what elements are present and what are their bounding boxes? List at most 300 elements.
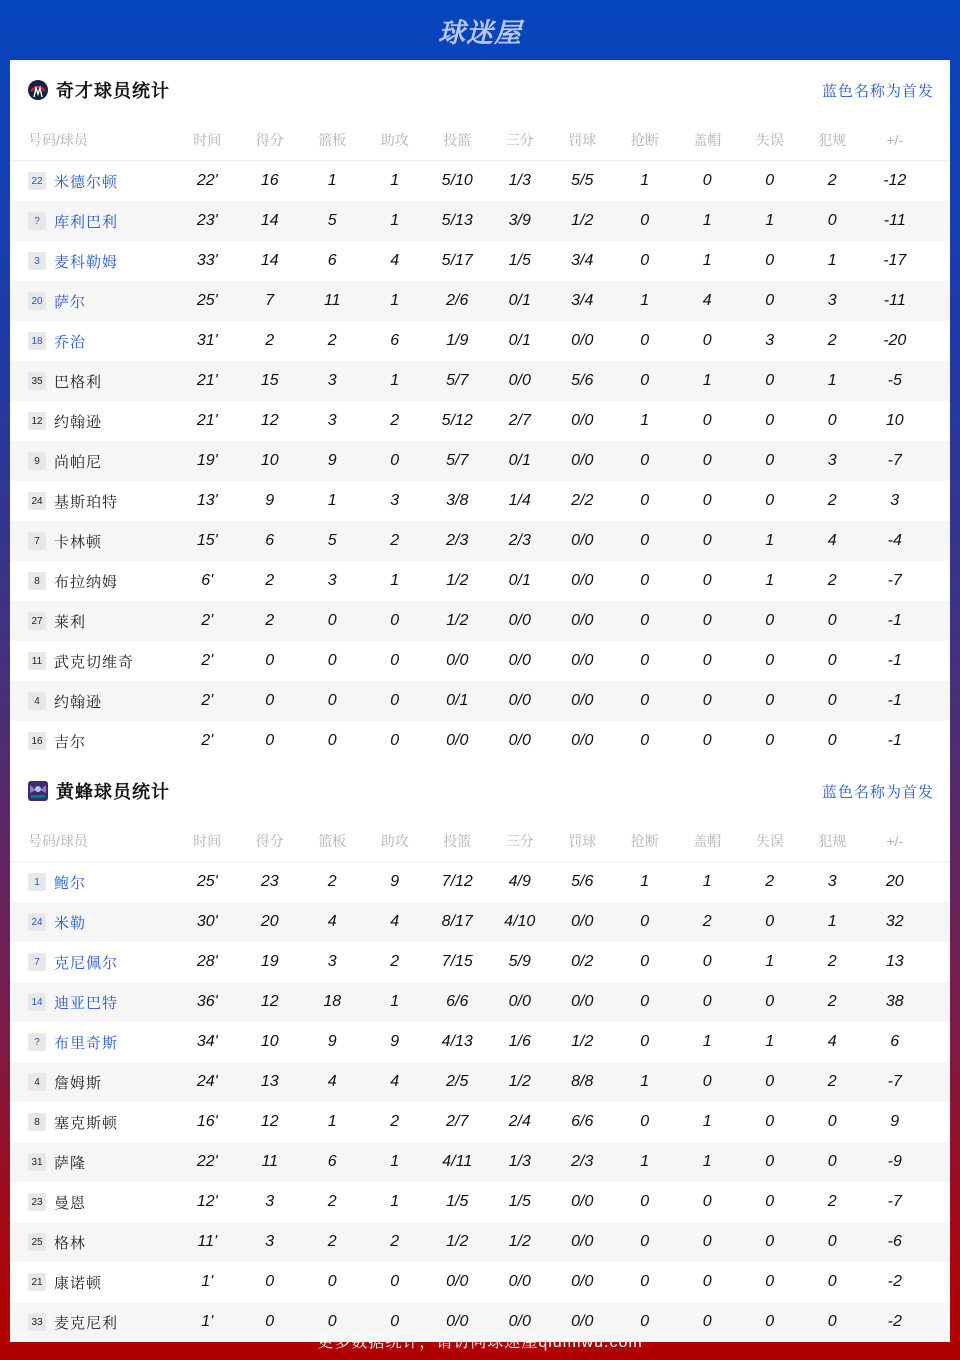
- player-name[interactable]: 武克切维奇: [54, 653, 135, 671]
- stat-cell: 0: [827, 1153, 837, 1170]
- stat-cell: 0: [827, 212, 837, 229]
- stat-cell: 5/7: [446, 452, 469, 469]
- stat-cell: 1: [702, 372, 712, 389]
- column-header: 盖帽: [693, 833, 722, 849]
- stat-cell: 0: [702, 993, 712, 1010]
- brand-logo: 球迷屋: [438, 17, 522, 49]
- stat-cell: 6/6: [571, 1113, 594, 1130]
- jersey-number-icon: 24: [28, 913, 46, 931]
- player-cell: [10, 491, 176, 512]
- stat-cell: 1: [327, 1113, 337, 1130]
- player-cell: [10, 1112, 176, 1133]
- stat-cell: 15': [196, 532, 218, 549]
- stat-cell: 1: [702, 1113, 712, 1130]
- stat-cell: 0/0: [446, 1273, 469, 1290]
- stat-cell: 0: [702, 492, 712, 509]
- stat-cell: 3/4: [571, 292, 594, 309]
- stat-cell: 2: [827, 1193, 837, 1210]
- player-cell: [10, 531, 176, 552]
- stat-cell: 1: [827, 252, 837, 269]
- jersey-number-icon: 8: [28, 1113, 46, 1131]
- stat-cell: 4: [390, 252, 400, 269]
- player-cell: [10, 251, 176, 272]
- stat-cell: 0: [702, 1193, 712, 1210]
- stat-cell: 0: [765, 372, 775, 389]
- player-name[interactable]: 格林: [54, 1234, 87, 1252]
- column-header: 篮板: [318, 833, 347, 849]
- stat-cell: 2': [201, 732, 214, 749]
- stat-cell: 9: [327, 1033, 337, 1050]
- column-header: +/-: [886, 132, 904, 148]
- jersey-number-icon: 18: [28, 332, 46, 350]
- player-row[interactable]: [10, 201, 950, 241]
- player-row[interactable]: [10, 281, 950, 321]
- stat-cell: 2/3: [571, 1153, 594, 1170]
- column-header: 得分: [255, 833, 284, 849]
- stat-cell: 0/0: [508, 1313, 531, 1330]
- stat-cell: 5/5: [571, 172, 594, 189]
- stat-cell: 4/9: [508, 873, 531, 890]
- player-row[interactable]: [10, 1222, 950, 1262]
- stat-cell: 5/10: [441, 172, 473, 189]
- player-name[interactable]: 尚帕尼: [54, 453, 103, 471]
- player-cell: [10, 1232, 176, 1253]
- stat-cell: 10: [260, 452, 279, 469]
- stat-cell: 0: [702, 953, 712, 970]
- starter-note: 蓝色名称为首发: [821, 783, 934, 801]
- stat-cell: 4/11: [442, 1153, 473, 1170]
- jersey-number-icon: 35: [28, 372, 46, 390]
- stat-cell: 0: [827, 1313, 837, 1330]
- player-row[interactable]: [10, 321, 950, 361]
- stat-cell: 9: [390, 1033, 400, 1050]
- player-row[interactable]: [10, 401, 950, 441]
- stat-cell: 0: [702, 1313, 712, 1330]
- stat-cell: 16: [260, 172, 279, 189]
- stat-cell: 0: [827, 1113, 837, 1130]
- player-row[interactable]: [10, 1022, 950, 1062]
- stat-cell: 3: [827, 873, 837, 890]
- player-row[interactable]: [10, 902, 950, 942]
- team-section: [10, 60, 950, 761]
- stat-cell: 22': [196, 1153, 218, 1170]
- stat-cell: 0: [327, 612, 337, 629]
- stat-cell: 10: [260, 1033, 279, 1050]
- player-name[interactable]: 康诺顿: [54, 1274, 103, 1292]
- stat-cell: 5: [327, 212, 337, 229]
- stat-cell: 1: [327, 492, 337, 509]
- player-name[interactable]: 米勒: [54, 914, 87, 932]
- stat-cell: -17: [883, 252, 907, 269]
- stat-cell: 5/13: [441, 212, 473, 229]
- stat-cell: 10: [885, 412, 904, 429]
- stat-cell: 0: [765, 1233, 775, 1250]
- stat-cell: 1: [390, 1153, 400, 1170]
- stat-cell: 21': [196, 412, 218, 429]
- stat-cell: 2/2: [571, 492, 594, 509]
- column-header: 号码/球员: [28, 132, 88, 148]
- player-row[interactable]: [10, 441, 950, 481]
- jersey-number-icon: 3: [28, 252, 46, 270]
- stat-cell: 11: [261, 1153, 279, 1170]
- stat-cell: 9: [327, 452, 337, 469]
- stat-cell: -9: [887, 1153, 902, 1170]
- player-name[interactable]: 麦科勒姆: [54, 253, 119, 271]
- stat-cell: 0: [765, 1073, 775, 1090]
- stat-cell: 0: [327, 1273, 337, 1290]
- stat-cell: 2: [827, 172, 837, 189]
- player-name[interactable]: 布拉纳姆: [54, 573, 119, 591]
- stat-cell: 1: [702, 212, 712, 229]
- stat-cell: -7: [887, 452, 902, 469]
- stat-cell: 1: [640, 292, 650, 309]
- column-header: 抢断: [630, 132, 659, 148]
- player-row[interactable]: [10, 481, 950, 521]
- stat-cell: 0: [765, 1313, 775, 1330]
- stat-cell: 5/12: [441, 412, 473, 429]
- stat-cell: 0: [827, 412, 837, 429]
- stat-cell: 1: [702, 1153, 712, 1170]
- stat-cell: 2: [265, 612, 275, 629]
- stat-cell: 0/0: [446, 1313, 469, 1330]
- player-row[interactable]: [10, 1182, 950, 1222]
- stat-cell: 0/0: [571, 913, 594, 930]
- stat-cell: 1: [390, 372, 400, 389]
- stat-cell: 4: [327, 913, 337, 930]
- stat-cell: -20: [883, 332, 907, 349]
- stat-cell: 2: [765, 873, 775, 890]
- jersey-number-icon: 22: [28, 172, 46, 190]
- stat-cell: 0: [702, 452, 712, 469]
- player-row[interactable]: [10, 601, 950, 641]
- player-name[interactable]: 乔治: [54, 333, 87, 351]
- player-name[interactable]: 莱利: [54, 613, 87, 631]
- stat-cell: 3: [327, 572, 337, 589]
- player-name[interactable]: 吉尔: [54, 733, 87, 751]
- column-header: 罚球: [568, 132, 597, 148]
- stat-cell: 0/0: [571, 332, 594, 349]
- stat-cell: 0: [640, 953, 650, 970]
- player-row[interactable]: [10, 1062, 950, 1102]
- stat-cell: 2: [702, 913, 712, 930]
- stat-cell: 0: [765, 612, 775, 629]
- stat-cell: 21': [196, 372, 218, 389]
- stat-cell: -11: [883, 212, 906, 229]
- jersey-number-icon: 25: [28, 1233, 46, 1251]
- column-header: 犯规: [818, 833, 847, 849]
- player-row[interactable]: [10, 681, 950, 721]
- stat-cell: 0/0: [571, 1233, 594, 1250]
- stat-cell: 1/3: [508, 1153, 531, 1170]
- player-row[interactable]: [10, 942, 950, 982]
- team-section: [10, 761, 950, 1342]
- stat-cell: 12: [260, 412, 279, 429]
- player-name[interactable]: 基斯珀特: [54, 493, 119, 511]
- jersey-number-icon: ?: [28, 1033, 46, 1051]
- stat-cell: 13: [885, 953, 904, 970]
- stat-cell: -6: [887, 1233, 902, 1250]
- player-name[interactable]: 麦克尼利: [54, 1314, 119, 1332]
- jersey-number-icon: 14: [28, 993, 46, 1011]
- jersey-number-icon: 27: [28, 612, 46, 630]
- stat-cell: 9: [265, 492, 275, 509]
- player-row[interactable]: [10, 1142, 950, 1182]
- stat-cell: 0/1: [508, 332, 531, 349]
- player-cell: [10, 1152, 176, 1173]
- stat-cell: 0: [765, 1193, 775, 1210]
- player-cell: [10, 1032, 176, 1053]
- player-row[interactable]: [10, 1102, 950, 1142]
- player-name[interactable]: 鲍尔: [54, 874, 87, 892]
- stat-cell: 1: [765, 572, 775, 589]
- stat-cell: 1: [702, 873, 712, 890]
- section-header: [10, 761, 950, 821]
- player-cell: [10, 211, 176, 232]
- stat-cell: 7: [265, 292, 275, 309]
- player-row[interactable]: [10, 862, 950, 902]
- stat-cell: 36': [196, 993, 218, 1010]
- stat-cell: 13': [196, 492, 218, 509]
- stat-cell: 0/0: [508, 372, 531, 389]
- stat-cell: 12: [260, 1113, 279, 1130]
- column-header: 三分: [505, 132, 534, 148]
- stat-cell: 13: [260, 1073, 279, 1090]
- stat-cell: 14: [260, 212, 279, 229]
- player-row[interactable]: [10, 721, 950, 761]
- stat-cell: 0/0: [446, 652, 469, 669]
- stat-cell: -1: [887, 612, 902, 629]
- stat-cell: 0: [640, 1273, 650, 1290]
- stat-cell: 22': [196, 172, 218, 189]
- stat-cell: 0: [702, 692, 712, 709]
- stat-cell: 6: [890, 1033, 900, 1050]
- stat-cell: 0: [827, 732, 837, 749]
- player-name[interactable]: 克尼佩尔: [54, 954, 119, 972]
- stat-cell: -7: [887, 572, 902, 589]
- stat-cell: 1/5: [508, 1193, 531, 1210]
- stat-cell: 0: [640, 572, 650, 589]
- stat-cell: 19: [260, 953, 279, 970]
- stat-cell: -1: [887, 732, 902, 749]
- stat-cell: 5/6: [571, 873, 594, 890]
- stat-cell: 0: [765, 252, 775, 269]
- stat-cell: 0/0: [571, 652, 594, 669]
- top-bar: [0, 0, 960, 60]
- player-name[interactable]: 巴格利: [54, 373, 103, 391]
- stat-cell: 1: [640, 412, 650, 429]
- stat-cell: 5/9: [508, 953, 531, 970]
- stat-cell: 0: [765, 993, 775, 1010]
- stat-cell: 20: [260, 913, 279, 930]
- stat-cell: 4: [827, 1033, 837, 1050]
- stat-cell: 0: [640, 212, 650, 229]
- jersey-number-icon: 24: [28, 492, 46, 510]
- jersey-number-icon: 7: [28, 953, 46, 971]
- stat-cell: 2: [827, 492, 837, 509]
- footer-banner[interactable]: 更多数据统计，请访问球迷屋qiumiwu.com: [317, 1333, 643, 1351]
- stat-cell: 2/5: [446, 1073, 469, 1090]
- stat-cell: 7/12: [441, 873, 473, 890]
- player-row[interactable]: [10, 361, 950, 401]
- stat-cell: 0: [640, 1033, 650, 1050]
- stat-cell: 0/0: [571, 1313, 594, 1330]
- stat-cell: 1: [327, 172, 337, 189]
- stat-cell: 0/1: [508, 452, 531, 469]
- stat-cell: 0/0: [571, 692, 594, 709]
- stat-cell: 0: [265, 1273, 275, 1290]
- stat-cell: 0/0: [571, 572, 594, 589]
- stat-cell: 2/7: [508, 412, 531, 429]
- stat-cell: -12: [883, 172, 907, 189]
- stat-cell: 38: [885, 993, 904, 1010]
- stat-cell: 2': [201, 612, 214, 629]
- jersey-number-icon: 4: [28, 1073, 46, 1091]
- stat-cell: 7/15: [441, 953, 473, 970]
- stat-cell: 0/0: [446, 732, 469, 749]
- stat-cell: -2: [887, 1273, 902, 1290]
- player-cell: [10, 952, 176, 973]
- stat-cell: 0: [640, 332, 650, 349]
- player-row[interactable]: [10, 161, 950, 201]
- stat-cell: 34': [196, 1033, 218, 1050]
- stat-cell: 2: [390, 953, 400, 970]
- player-cell: [10, 872, 176, 893]
- stat-cell: 9: [390, 873, 400, 890]
- stat-cell: 1/5: [446, 1193, 469, 1210]
- stat-cell: 0/0: [571, 612, 594, 629]
- wizards-logo-icon: [28, 80, 48, 100]
- stat-cell: 3: [327, 412, 337, 429]
- player-name[interactable]: 约翰逊: [54, 413, 103, 431]
- column-header-row: [10, 821, 950, 862]
- stat-cell: 1/2: [571, 1033, 594, 1050]
- player-name[interactable]: 布里奇斯: [54, 1034, 119, 1052]
- stat-cell: 16': [196, 1113, 218, 1130]
- player-row[interactable]: [10, 982, 950, 1022]
- stat-cell: -4: [887, 532, 902, 549]
- player-name[interactable]: 米德尔顿: [54, 173, 119, 191]
- stat-cell: 0: [327, 732, 337, 749]
- stat-cell: 4: [390, 1073, 400, 1090]
- stat-cell: 0: [765, 1113, 775, 1130]
- stat-cell: 0: [640, 372, 650, 389]
- stat-cell: 3: [390, 492, 400, 509]
- stat-cell: 0/0: [508, 612, 531, 629]
- stat-cell: 1: [390, 212, 400, 229]
- column-header: 篮板: [318, 132, 347, 148]
- player-name[interactable]: 曼恩: [54, 1194, 87, 1212]
- stat-cell: 4: [702, 292, 712, 309]
- stat-cell: 0: [640, 252, 650, 269]
- player-cell: [10, 571, 176, 592]
- player-cell: [10, 371, 176, 392]
- stat-cell: 2: [327, 332, 337, 349]
- stat-cell: 14: [260, 252, 279, 269]
- player-row[interactable]: [10, 641, 950, 681]
- stat-cell: 2: [390, 532, 400, 549]
- stat-cell: 2: [327, 873, 337, 890]
- stat-cell: 0: [702, 172, 712, 189]
- stat-cell: 0: [640, 612, 650, 629]
- jersey-number-icon: ?: [28, 212, 46, 230]
- stat-cell: 0: [327, 692, 337, 709]
- stat-cell: 0: [702, 332, 712, 349]
- stat-cell: 0: [765, 452, 775, 469]
- stat-cell: 0/0: [571, 452, 594, 469]
- stat-cell: 28': [196, 953, 218, 970]
- player-name[interactable]: 卡林顿: [54, 533, 103, 551]
- player-name[interactable]: 萨隆: [54, 1154, 87, 1172]
- column-header: 三分: [505, 833, 534, 849]
- player-cell: [10, 651, 176, 672]
- player-row[interactable]: [10, 1262, 950, 1302]
- player-name[interactable]: 约翰逊: [54, 693, 103, 711]
- stat-cell: 2/4: [508, 1113, 531, 1130]
- stat-cell: 2': [201, 652, 214, 669]
- stat-cell: 0: [327, 1313, 337, 1330]
- stat-cell: 2/3: [446, 532, 469, 549]
- stat-cell: 32: [885, 913, 904, 930]
- stat-cell: 4/10: [504, 913, 536, 930]
- player-name[interactable]: 萨尔: [54, 293, 87, 311]
- stat-cell: 0: [640, 1193, 650, 1210]
- stat-cell: 0: [327, 652, 337, 669]
- stat-cell: 0: [765, 652, 775, 669]
- stat-cell: 0: [640, 492, 650, 509]
- stat-cell: 0: [390, 692, 400, 709]
- player-cell: [10, 1072, 176, 1093]
- stat-cell: 0: [827, 692, 837, 709]
- jersey-number-icon: 23: [28, 1193, 46, 1211]
- stat-cell: -2: [887, 1313, 902, 1330]
- stat-cell: 1: [827, 913, 837, 930]
- column-header: 盖帽: [693, 132, 722, 148]
- stat-cell: 2: [390, 1113, 400, 1130]
- stat-cell: 2: [327, 1233, 337, 1250]
- player-cell: [10, 912, 176, 933]
- stat-cell: 2: [265, 332, 275, 349]
- player-name[interactable]: 迪亚巴特: [54, 994, 119, 1012]
- player-row[interactable]: [10, 521, 950, 561]
- stat-cell: 2: [327, 1193, 337, 1210]
- stat-cell: 23': [196, 212, 218, 229]
- stat-cell: 20: [885, 873, 904, 890]
- stat-cell: 1: [702, 1033, 712, 1050]
- stat-cell: 0/0: [571, 412, 594, 429]
- stat-cell: 3: [890, 492, 900, 509]
- stat-cell: 0: [390, 1273, 400, 1290]
- player-name[interactable]: 塞克斯顿: [54, 1114, 119, 1132]
- player-name[interactable]: 库利巴利: [54, 213, 119, 231]
- player-row[interactable]: [10, 561, 950, 601]
- stat-cell: 0: [265, 732, 275, 749]
- player-cell: [10, 691, 176, 712]
- player-cell: [10, 451, 176, 472]
- stat-cell: 1: [765, 532, 775, 549]
- stat-cell: 0: [390, 732, 400, 749]
- player-row[interactable]: [10, 241, 950, 281]
- stat-cell: 33': [196, 252, 218, 269]
- player-cell: [10, 411, 176, 432]
- stat-cell: 0/0: [571, 532, 594, 549]
- player-name[interactable]: 詹姆斯: [54, 1074, 103, 1092]
- stat-cell: 0: [640, 532, 650, 549]
- stat-cell: 2/6: [446, 292, 469, 309]
- stat-cell: 0/0: [508, 993, 531, 1010]
- column-header: 投篮: [443, 833, 472, 849]
- stat-cell: 1: [765, 953, 775, 970]
- stat-cell: 2: [827, 332, 837, 349]
